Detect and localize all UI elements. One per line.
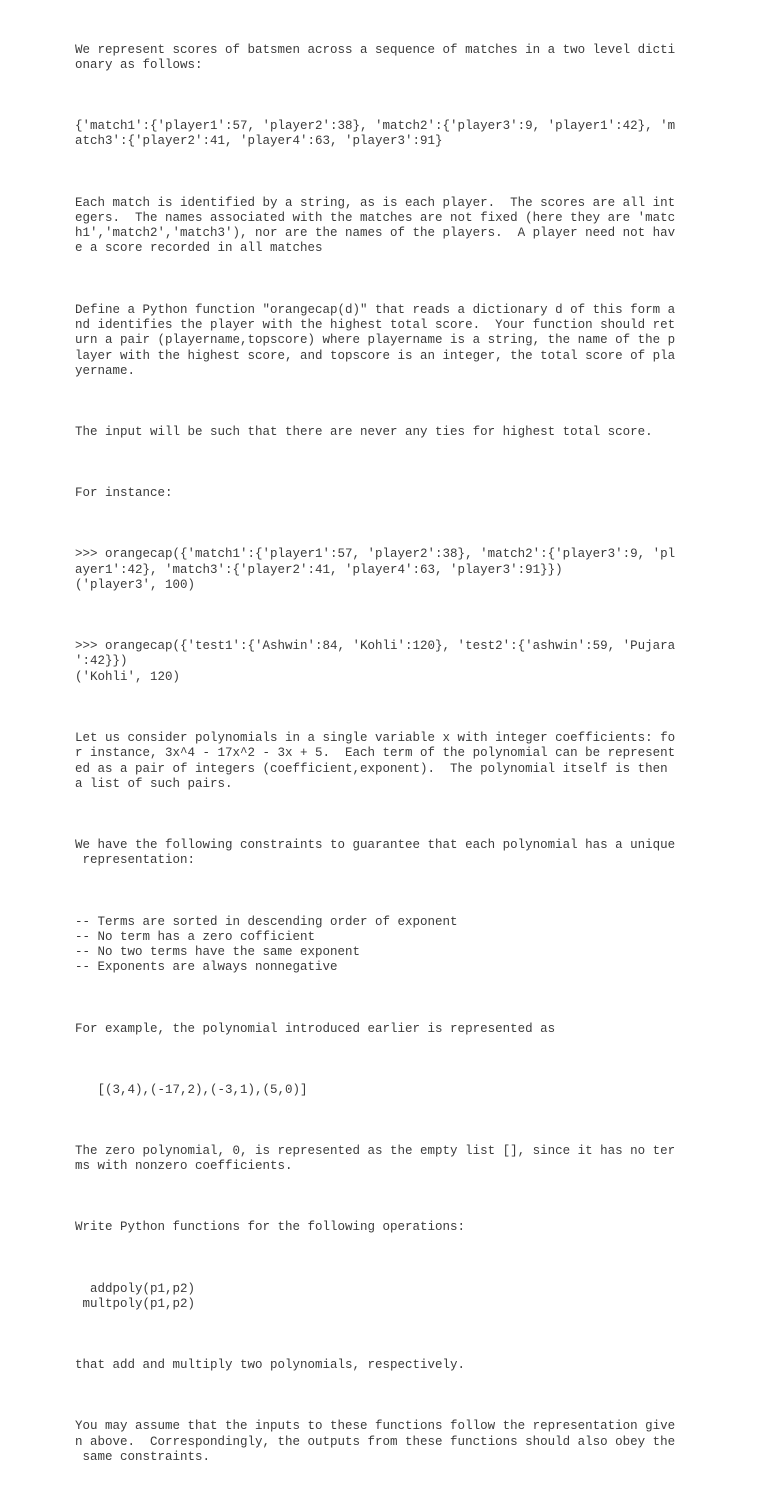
paragraph-intro: We represent scores of batsmen across a sequence of matches in a two level dicti onary as follows: (75, 42, 676, 72)
paragraph-match-description: Each match is identified by a string, as is each player. The scores are all int egers. The names associated with the matches are not fixed (here they are 'matc h1','match2','match3'), nor are the names of the players. A player need not hav e a score recorded in all matches (75, 195, 676, 256)
code-example-orangecap-1: >>> orangecap({'match1':{'player1':57, 'player2':38}, 'match2':{'player3':9, 'pl ayer1':42}, 'match3':{'player2':41, 'player4':63, 'player3':91}}) ('player3', 100) (75, 547, 676, 592)
code-example-orangecap-2: >>> orangecap({'test1':{'Ashwin':84, 'Kohli':120}, 'test2':{'ashwin':59, 'Pujara ':42}}) ('Kohli', 120) (75, 639, 676, 684)
paragraph-no-ties: The input will be such that there are never any ties for highest total score. (75, 425, 653, 440)
paragraph-polynomials-intro: Let us consider polynomials in a single variable x with integer coefficients: fo r instance, 3x^4 - 17x^2 - 3x + 5. Each term of the polynomial can be represent ed as a pair of integers (coefficient,exponent). The polynomial itself is then a list of such pairs. (75, 730, 676, 791)
paragraph-orangecap-definition: Define a Python function "orangecap(d)" that reads a dictionary d of this form a nd identifies the player with the highest total score. Your function should ret urn a pair (playername,topscore) where playername is a string, the name of the p layer with the highest score, and topscore is an integer, the total score of pla yername. (75, 302, 676, 378)
paragraph-write-functions: Write Python functions for the following operations: (75, 1220, 466, 1235)
paragraph-add-multiply: that add and multiply two polynomials, respectively. (75, 1358, 466, 1373)
paragraph-constraints-intro: We have the following constraints to guarantee that each polynomial has a unique representation: (75, 838, 676, 868)
paragraph-example-intro: For example, the polynomial introduced earlier is represented as (75, 1021, 556, 1036)
constraints-list: -- Terms are sorted in descending order of exponent -- No term has a zero cofficient -- No two terms have the same exponent -- Exponents are always nonnegative (75, 914, 458, 975)
document-body (75, 12, 695, 1511)
code-example-polynomial: [(3,4),(-17,2),(-3,1),(5,0)] (75, 1082, 308, 1097)
paragraph-assumptions: You may assume that the inputs to these functions follow the representation give n above. Correspondingly, the outputs from these functions should also obey the same constraints. (75, 1419, 676, 1464)
code-function-signatures: addpoly(p1,p2) multpoly(p1,p2) (82, 1281, 196, 1311)
paragraph-zero-polynomial: The zero polynomial, 0, is represented as the empty list [], since it has no ter ms with nonzero coefficients. (75, 1143, 676, 1174)
paragraph-for-instance: For instance: (75, 486, 173, 501)
code-example-dictionary: {'match1':{'player1':57, 'player2':38}, 'match2':{'player3':9, 'player1':42}, 'm atch3':{'player2':41, 'player4':63, 'player3':91} (75, 119, 676, 149)
